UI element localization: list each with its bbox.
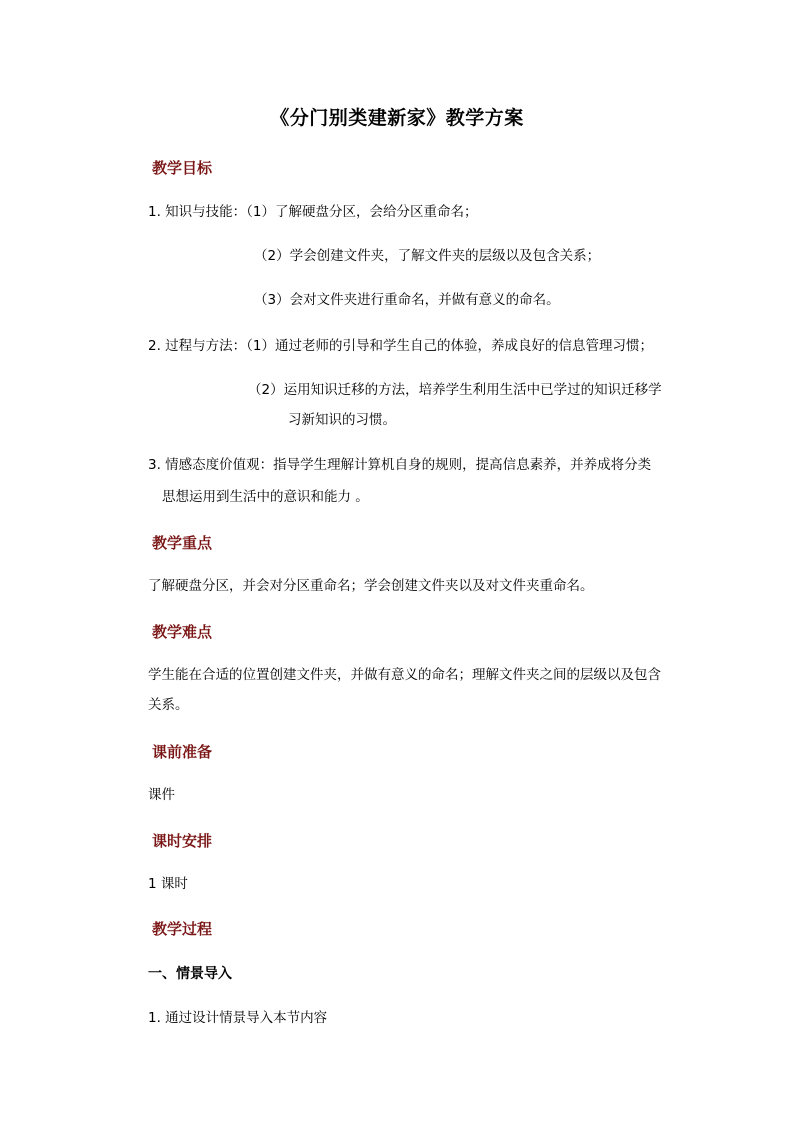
difficulties-line-1: 学生能在合适的位置创建文件夹，并做有意义的命名；理解文件夹之间的层级以及包含	[148, 667, 661, 683]
objective-1-line-2: （2）学会创建文件夹，了解文件夹的层级以及包含关系；	[254, 248, 601, 264]
objective-2-line-3: 习新知识的习惯。	[288, 412, 396, 428]
objective-2-line-1: 2. 过程与方法：（1）通过老师的引导和学生自己的体验，养成良好的信息管理习惯；	[148, 338, 654, 354]
objective-2-line-2: （2）运用知识迁移的方法，培养学生利用生活中已学过的知识迁移学	[248, 382, 662, 398]
heading-objectives: 教学目标	[152, 159, 213, 177]
process-section-1: 一、情景导入	[148, 966, 232, 982]
difficulties-line-2: 关系。	[148, 697, 189, 713]
heading-process: 教学过程	[152, 920, 213, 938]
heading-schedule: 课时安排	[152, 832, 213, 850]
schedule-text: 1 课时	[148, 876, 188, 892]
preparation-text: 课件	[148, 787, 175, 803]
process-step-1: 1. 通过设计情景导入本节内容	[148, 1010, 328, 1026]
objective-1-line-1: 1. 知识与技能：（1）了解硬盘分区，会给分区重命名；	[148, 204, 478, 220]
heading-preparation: 课前准备	[152, 743, 213, 761]
document-title: 《分门别类建新家》教学方案	[270, 107, 524, 129]
heading-key-points: 教学重点	[152, 534, 213, 552]
key-points-text: 了解硬盘分区，并会对分区重命名；学会创建文件夹以及对文件夹重命名。	[148, 578, 594, 594]
objective-3-line-2: 思想运用到生活中的意识和能力 。	[162, 489, 369, 505]
objective-3-line-1: 3. 情感态度价值观：指导学生理解计算机自身的规则，提高信息素养，并养成将分类	[148, 457, 652, 473]
objective-1-line-3: （3）会对文件夹进行重命名，并做有意义的命名。	[254, 292, 560, 308]
heading-difficulties: 教学难点	[152, 623, 213, 641]
